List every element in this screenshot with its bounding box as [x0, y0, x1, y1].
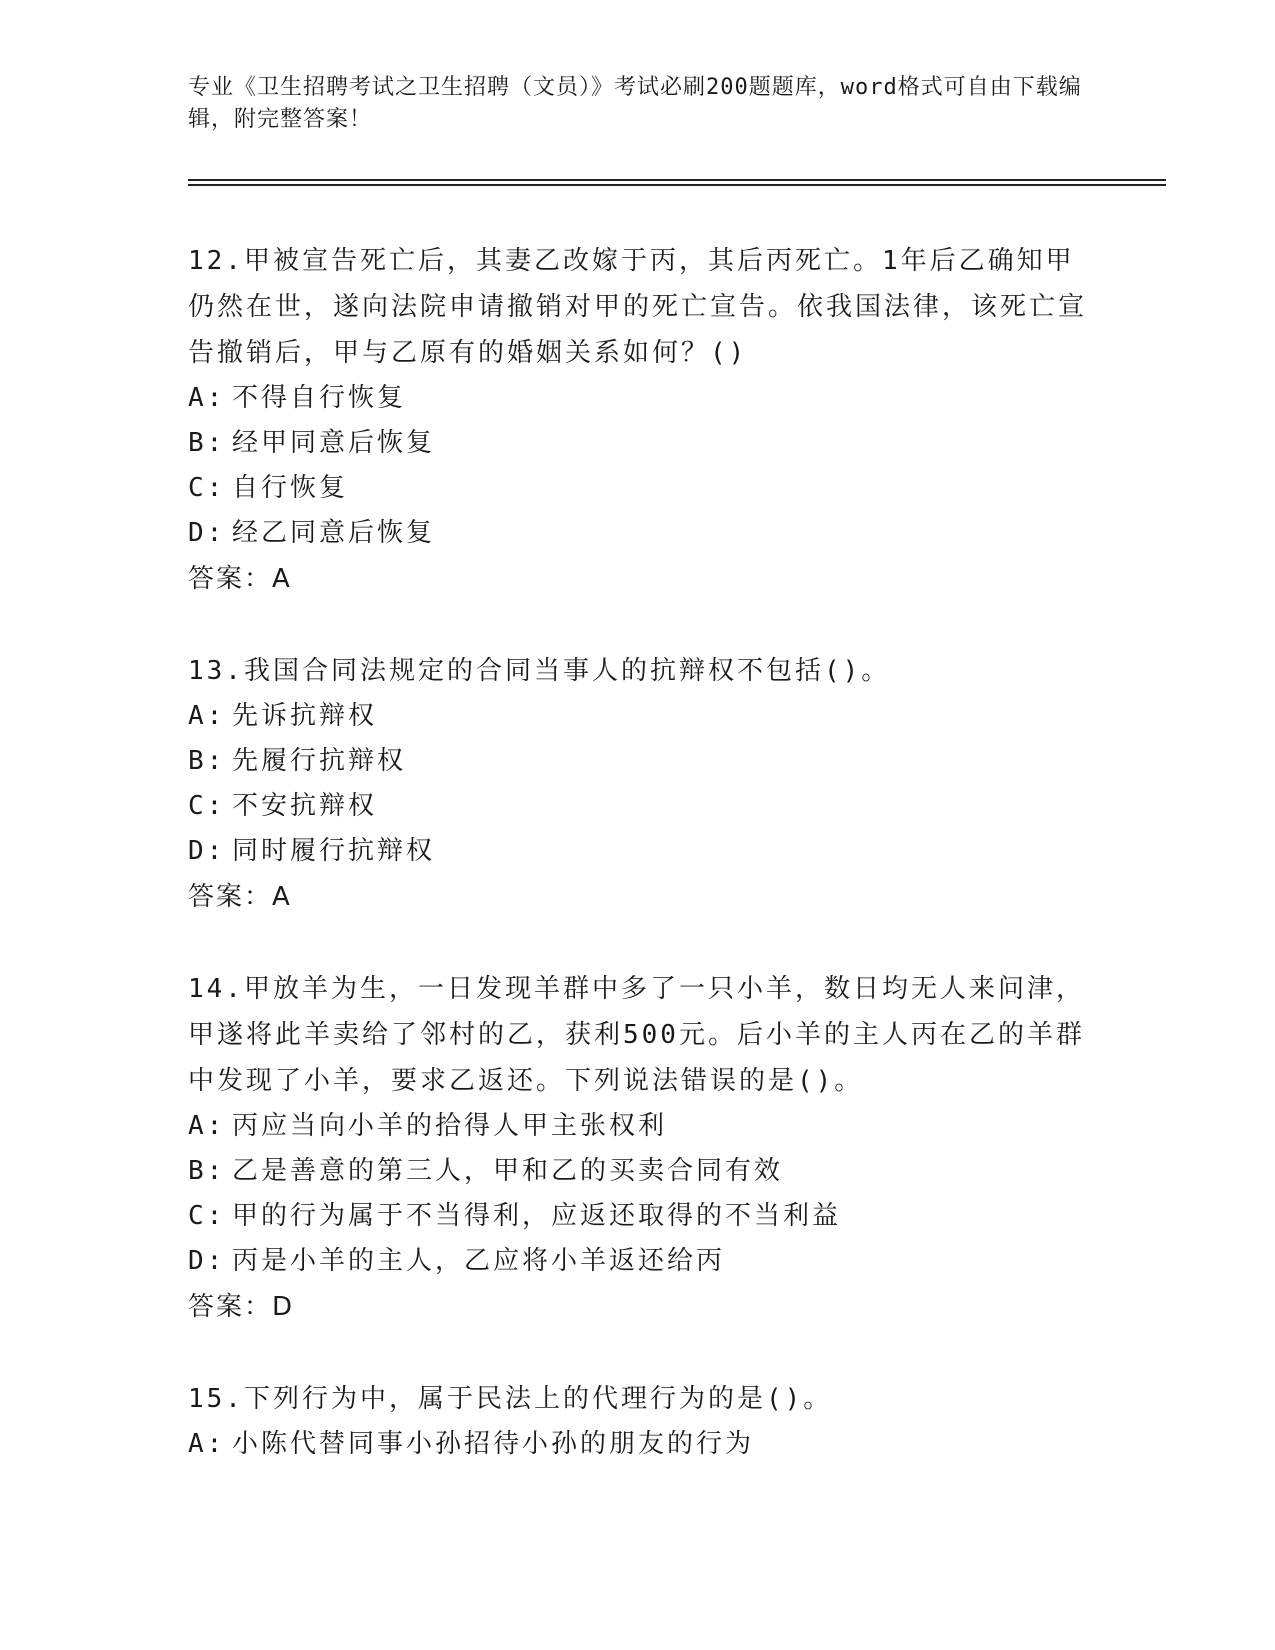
option-letter: A: [188, 1429, 226, 1459]
option-c [188, 784, 1088, 829]
option-b [188, 421, 1088, 466]
question-list [188, 238, 1088, 1513]
option-letter: B: [188, 746, 226, 776]
option-c [188, 466, 1088, 511]
option-a [188, 694, 1088, 739]
option-text: 丙是小羊的主人，乙应将小羊返还给丙 [232, 1246, 726, 1276]
option-a [188, 1104, 1088, 1149]
option-text: 乙是善意的第三人，甲和乙的买卖合同有效 [232, 1156, 784, 1186]
option-letter: A: [188, 701, 226, 731]
option-text: 先履行抗辩权 [232, 746, 407, 776]
document-header: 专业《卫生招聘考试之卫生招聘（文员）》考试必刷200题题库，word格式可自由下载编辑，附完整答案！ [188, 75, 1082, 132]
question-stem: 12.甲被宣告死亡后，其妻乙改嫁于丙，其后丙死亡。1年后乙确知甲仍然在世，遂向法院申请撤销对甲的死亡宣告。依我国法律，该死亡宣告撤销后，甲与乙原有的婚姻关系如何？() [188, 246, 1088, 368]
option-text: 小陈代替同事小孙招待小孙的朋友的行为 [232, 1429, 755, 1459]
option-letter: D: [188, 836, 226, 866]
option-d [188, 829, 1088, 874]
question-13 [188, 648, 1088, 920]
option-letter: D: [188, 518, 226, 548]
question-15 [188, 1376, 1088, 1467]
header-divider-bottom [188, 184, 1166, 186]
option-text: 丙应当向小羊的拾得人甲主张权利 [232, 1111, 668, 1141]
header-divider-top [188, 179, 1166, 181]
option-letter: C: [188, 1201, 226, 1231]
option-b [188, 1149, 1088, 1194]
option-letter: C: [188, 791, 226, 821]
question-stem: 13.我国合同法规定的合同当事人的抗辩权不包括()。 [188, 656, 891, 686]
option-text: 甲的行为属于不当得利，应返还取得的不当利益 [232, 1201, 842, 1231]
option-letter: A: [188, 383, 226, 413]
option-text: 经甲同意后恢复 [232, 428, 436, 458]
option-text: 不安抗辩权 [232, 791, 378, 821]
option-letter: C: [188, 473, 226, 503]
option-b [188, 739, 1088, 784]
option-a [188, 376, 1088, 421]
option-letter: B: [188, 428, 226, 458]
option-text: 经乙同意后恢复 [232, 518, 436, 548]
option-d [188, 1239, 1088, 1284]
question-stem: 15.下列行为中，属于民法上的代理行为的是()。 [188, 1384, 833, 1414]
option-d [188, 511, 1088, 556]
answer-line: 答案：A [188, 564, 292, 594]
option-text: 自行恢复 [232, 473, 349, 503]
question-12 [188, 238, 1088, 602]
answer-line: 答案：A [188, 882, 292, 912]
option-letter: B: [188, 1156, 226, 1186]
option-a [188, 1422, 1088, 1467]
option-letter: A: [188, 1111, 226, 1141]
option-text: 先诉抗辩权 [232, 701, 378, 731]
question-stem: 14.甲放羊为生，一日发现羊群中多了一只小羊，数日均无人来问津，甲遂将此羊卖给了邻村的乙，获利500元。后小羊的主人丙在乙的羊群中发现了小羊，要求乙返还。下列说法错误的是()。 [188, 974, 1085, 1096]
option-letter: D: [188, 1246, 226, 1276]
option-text: 同时履行抗辩权 [232, 836, 436, 866]
answer-line: 答案：D [188, 1292, 295, 1322]
question-14 [188, 966, 1088, 1330]
option-c [188, 1194, 1088, 1239]
option-text: 不得自行恢复 [232, 383, 407, 413]
